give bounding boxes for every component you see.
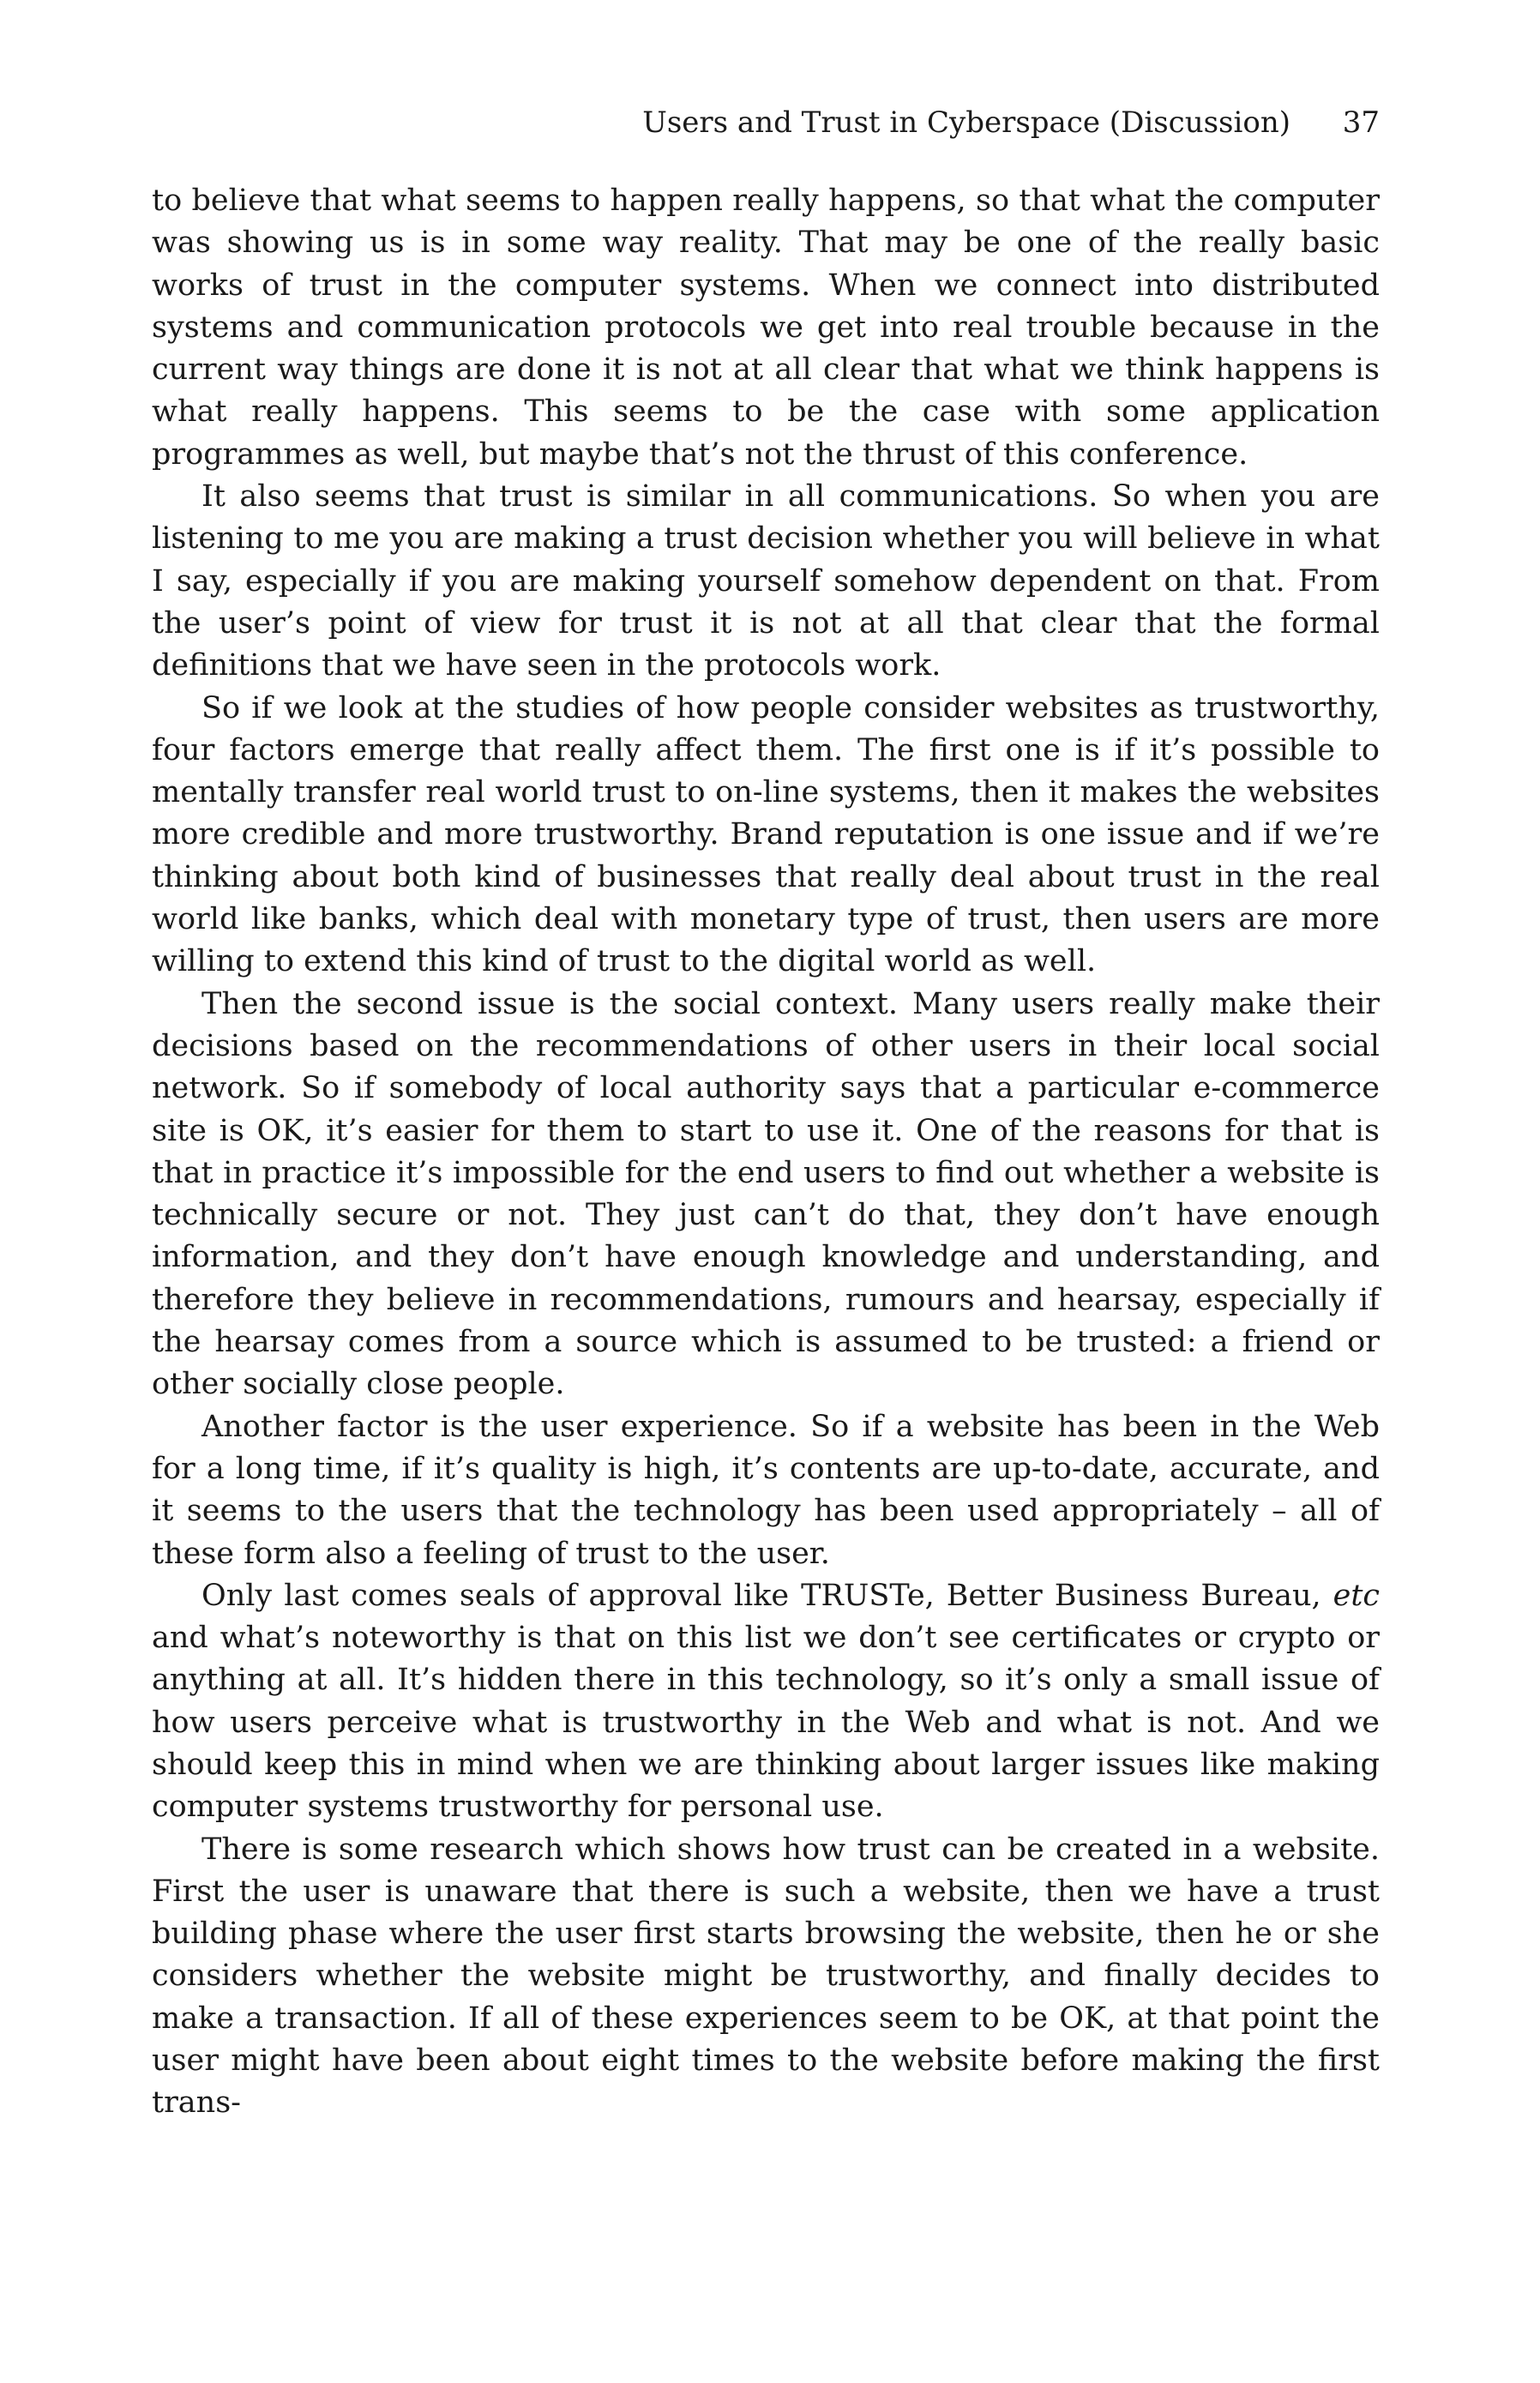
paragraph: Then the second issue is the social context. Many users really make their decisions based on the recommendations of other users in their local social network. So if somebody of local authority says that a particular e-commerce site is OK, it’s easier for them to start to use it. One of the reasons for that is that in practice it’s impossible for the end users to find out whether a website is technically secure or not. They just can’t do that, they don’t have enough information, and they don’t have enough knowledge and understanding, and therefore they believe in recommendations, rumours and hearsay, especially if the hearsay comes from a source which is assumed to be trusted: a friend or other socially close people. (152, 986, 1380, 1402)
italic-text: etc (1332, 1578, 1380, 1613)
running-head (152, 101, 1380, 144)
body-text (152, 180, 1380, 2125)
book-page (152, 0, 1380, 2383)
paragraph: Another factor is the user experience. So if a website has been in the Web for a long time, if it’s quality is high, it’s contents are up-to-date, accurate, and it seems to the users that the technology has been used appropriately – all of these form also a feeling of trust to the user. (152, 1409, 1380, 1571)
paragraph-text: and what’s noteworthy is that on this list we don’t see certificates or crypto or anything at all. It’s hidden there in this technology, so it’s only a small issue of how users perceive what is trustworthy in the Web and what is not. And we should keep this in mind when we are thinking about larger issues like making computer systems trustworthy for personal use. (152, 1621, 1380, 1825)
paragraph: to believe that what seems to happen really happens, so that what the computer was showing us is in some way reality. That may be one of the really basic works of trust in the computer systems. When we connect into distributed systems and communication protocols we get into real trouble because in the current way things are done it is not at all clear that what we think happens is what really happens. This seems to be the case with some application programmes as well, but maybe that’s not the thrust of this conference. (152, 184, 1380, 472)
paragraph: It also seems that trust is similar in all communications. So when you are listening to me you are making a trust decision whether you will believe in what I say, especially if you are making yourself somehow dependent on that. From the user’s point of view for trust it is not at all that clear that the formal definitions that we have seen in the protocols work. (152, 479, 1380, 683)
paragraph (152, 1575, 1380, 1829)
paragraph: So if we look at the studies of how people consider websites as trustworthy, four factors emerge that really affect them. The first one is if it’s possible to mentally transfer real world trust to on-line systems, then it makes the websites more credible and more trustworthy. Brand reputation is one issue and if we’re thinking about both kind of businesses that really deal about trust in the real world like banks, which deal with monetary type of trust, then users are more willing to extend this kind of trust to the digital world as well. (152, 690, 1380, 979)
running-title: Users and Trust in Cyberspace (Discussion) (642, 105, 1290, 140)
paragraph-text: Only last comes seals of approval like TRUSTe, Better Business Bureau, (202, 1578, 1333, 1613)
page-number: 37 (1342, 105, 1380, 140)
paragraph: There is some research which shows how trust can be created in a website. First the user is unaware that there is such a website, then we have a trust building phase where the user first starts browsing the website, then he or she considers whether the website might be trustworthy, and finally decides to make a transaction. If all of these experiences seem to be OK, at that point the user might have been about eight times to the website before making the first trans- (152, 1832, 1380, 2121)
